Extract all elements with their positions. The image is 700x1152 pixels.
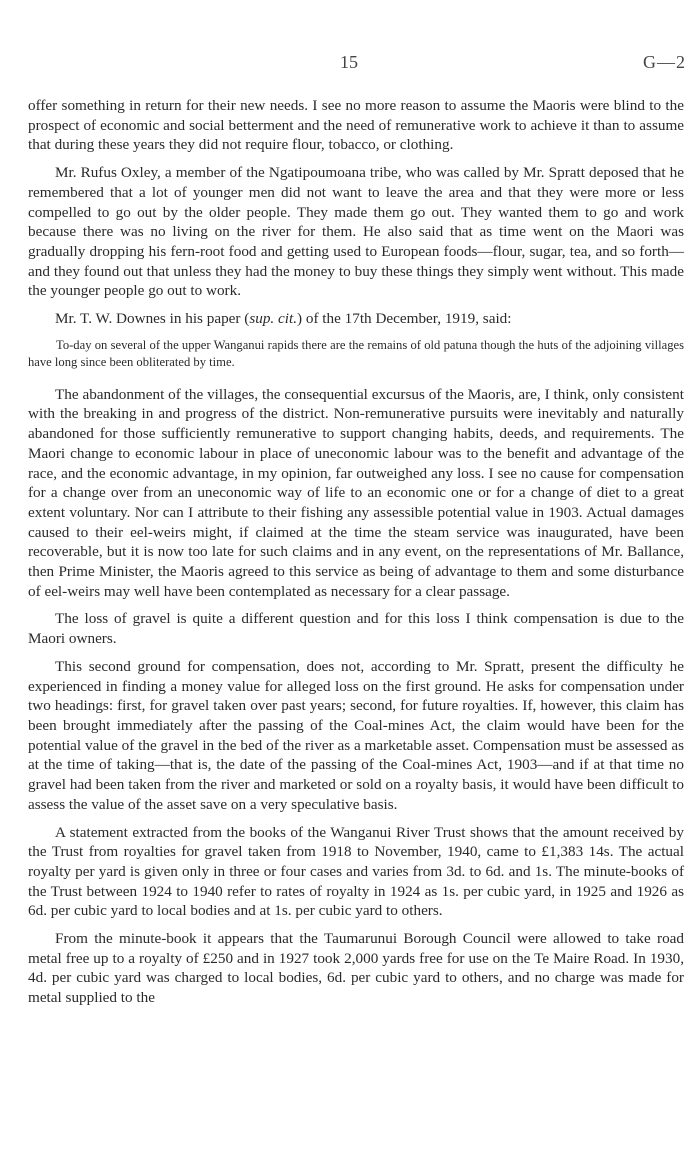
page-header	[0, 52, 700, 76]
paragraph-downes	[28, 309, 684, 329]
paragraph-1: offer something in return for their new needs. I see no more reason to assume the Maoris were blind to the prospect of economic and social betterment and the need of remunerative work to achieve it than to assume that during these years they did not require flour, tobacco, or clothing.	[28, 97, 684, 154]
paragraph-minute-book: From the minute-book it appears that the Taumarunui Borough Council were allowed to take road metal free up to a royalty of £250 and in 1927 took 2,000 yards free for use on the Te Maire Road. In 1930, 4d. per cubic yard was charged to local bodies, 6d. per cubic yard to others, and no charge was made for metal supplied to the	[28, 930, 684, 1007]
page-number: 15	[340, 52, 358, 72]
paragraph-second-ground: This second ground for compensation, does not, according to Mr. Spratt, present the difficulty he experienced in finding a money value for alleged loss on the first ground. He asks for compensation under two headings: first, for gravel taken over past years; second, for future royalties. If, however, this claim has been brought immediately after the passing of the Coal-mines Act, the claim would have been for the potential value of the gravel in the bed of the river as a marketable asset. Compensation must be assessed as at the time of taking—that is, the date of the passing of the Coal-mines Act, 1903—and if at that time no gravel had been taken from the river and marketed or sold on a royalty basis, it would have been difficult to assess the value of the asset save on a very speculative basis.	[28, 657, 684, 813]
document-reference: G—2	[643, 52, 686, 72]
paragraph-abandonment: The abandonment of the villages, the consequential excursus of the Maoris, are, I think, only consistent with the breaking in and progress of the district. Non-remunerative pursuits were inevitably and naturally abandoned for those sufficiently remunerative to support changing habits, deeds, and requirements. The Maori change to economic labour in place of uneconomic labour was to the benefit and advantage of the race, and the economic advantage, in my opinion, far outweighed any loss. I see no cause for compensation for a change over from an uneconomic way of life to an economic one or for a change of diet to a great extent voluntary. Nor can I attribute to their fishing any assessible potential value in 1903. Actual damages caused to their eel-weirs might, if claimed at the time the steam service was inaugurated, have been recoverable, but it is now too late for such claims and in any event, on the representations of Mr. Ballance, then Prime Minister, the Maoris agreed to this service as being of advantage to them and some disturbance of eel-weirs may well have been contemplated as necessary for a clear passage.	[28, 385, 684, 600]
paragraph-oxley: Mr. Rufus Oxley, a member of the Ngatipoumoana tribe, who was called by Mr. Spratt deposed that he remembered that a lot of younger men did not want to leave the area and that they were more or less compelled to go out by the older people. They made them go out. They wanted them to go and work because there was no living on the river for them. He also said that as time went on the Maori was gradually dropping his fern-root food and getting used to European foods—flour, sugar, tea, and so forth—and they found out that unless they had the money to buy these things they simply went without. This made the younger people go out to work.	[28, 164, 684, 300]
block-quote: To-day on several of the upper Wanganui rapids there are the remains of old patuna though the huts of the adjoining villages have long since been obliterated by time.	[28, 337, 684, 369]
citation: sup. cit.	[249, 310, 297, 328]
downes-date: ) of the 17th December, 1919, said:	[297, 310, 512, 328]
downes-intro: Mr. T. W. Downes in his paper (	[55, 310, 250, 328]
paragraph-river-trust: A statement extracted from the books of the Wanganui River Trust shows that the amount received by the Trust from royalties for gravel taken from 1918 to November, 1940, came to £1,383 14s. The actual royalty per yard is given only in three or four cases and varies from 3d. to 6d. and 1s. The minute-books of the Trust between 1924 to 1940 refer to rates of royalty in 1924 as 1s. per cubic yard, in 1925 and 1926 as 6d. per cubic yard to local bodies and at 1s. per cubic yard to others.	[28, 823, 684, 920]
paragraph-gravel-loss: The loss of gravel is quite a different question and for this loss I think compensation is due to the Maori owners.	[28, 610, 684, 648]
document-body	[28, 96, 684, 1016]
